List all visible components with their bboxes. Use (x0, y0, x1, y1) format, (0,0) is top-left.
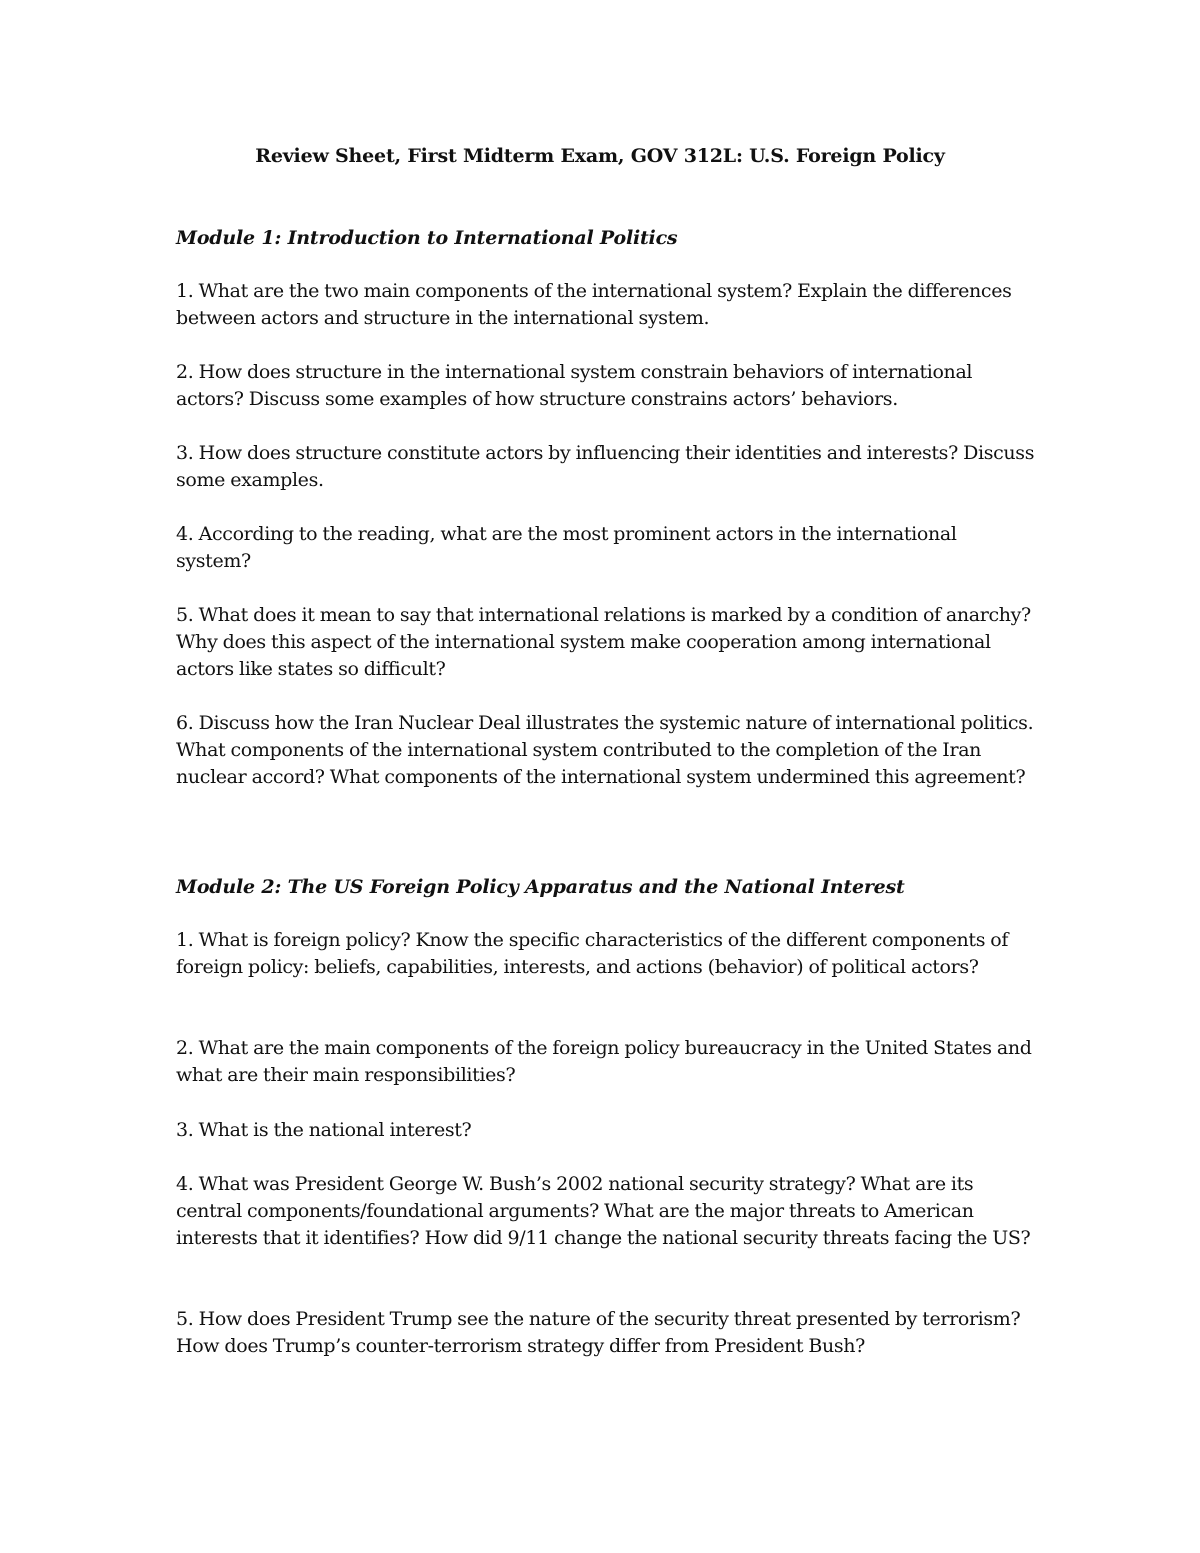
module-1-question-1: 1. What are the two main components of the international system? Explain the differences between actors and structure in the international system. (176, 280, 1012, 329)
module-1-question-2: 2. How does structure in the international system constrain behaviors of international actors? Discuss some examples of how structure constrains actors’ behaviors. (176, 361, 973, 410)
module-1-question-3: 3. How does structure constitute actors by influencing their identities and interests? Discuss some examples. (176, 442, 1035, 491)
module-2-question-5: 5. How does President Trump see the nature of the security threat presented by terrorism? How does Trump’s counter-terrorism strategy differ from President Bush? (176, 1308, 1021, 1357)
document-title: Review Sheet, First Midterm Exam, GOV 312L: U.S. Foreign Policy (255, 145, 945, 167)
module-1-question-6: 6. Discuss how the Iran Nuclear Deal illustrates the systemic nature of international politics. What components of the international system contributed to the completion of the Iran nuclear accord? What components of the international system undermined this agreement? (176, 712, 1034, 788)
module-2-question-1: 1. What is foreign policy? Know the specific characteristics of the different components of foreign policy: beliefs, capabilities, interests, and actions (behavior) of political actors? (176, 929, 1009, 978)
module-2-question-2: 2. What are the main components of the foreign policy bureaucracy in the United States and what are their main responsibilities? (176, 1037, 1032, 1086)
module-2-heading: Module 2: The US Foreign Policy Apparatus and the National Interest (176, 876, 905, 898)
module-2-question-3: 3. What is the national interest? (176, 1119, 472, 1141)
module-1-heading: Module 1: Introduction to International Politics (176, 227, 678, 249)
module-2-question-4: 4. What was President George W. Bush’s 2002 national security strategy? What are its central components/foundational arguments? What are the major threats to American interests that it identifies? How did 9/11 change the national security threats facing the US? (176, 1173, 1031, 1249)
module-1-question-4: 4. According to the reading, what are the most prominent actors in the international system? (176, 523, 957, 572)
module-1-question-5: 5. What does it mean to say that international relations is marked by a condition of anarchy? Why does this aspect of the international system make cooperation among international actors like states so difficult? (176, 604, 1031, 680)
